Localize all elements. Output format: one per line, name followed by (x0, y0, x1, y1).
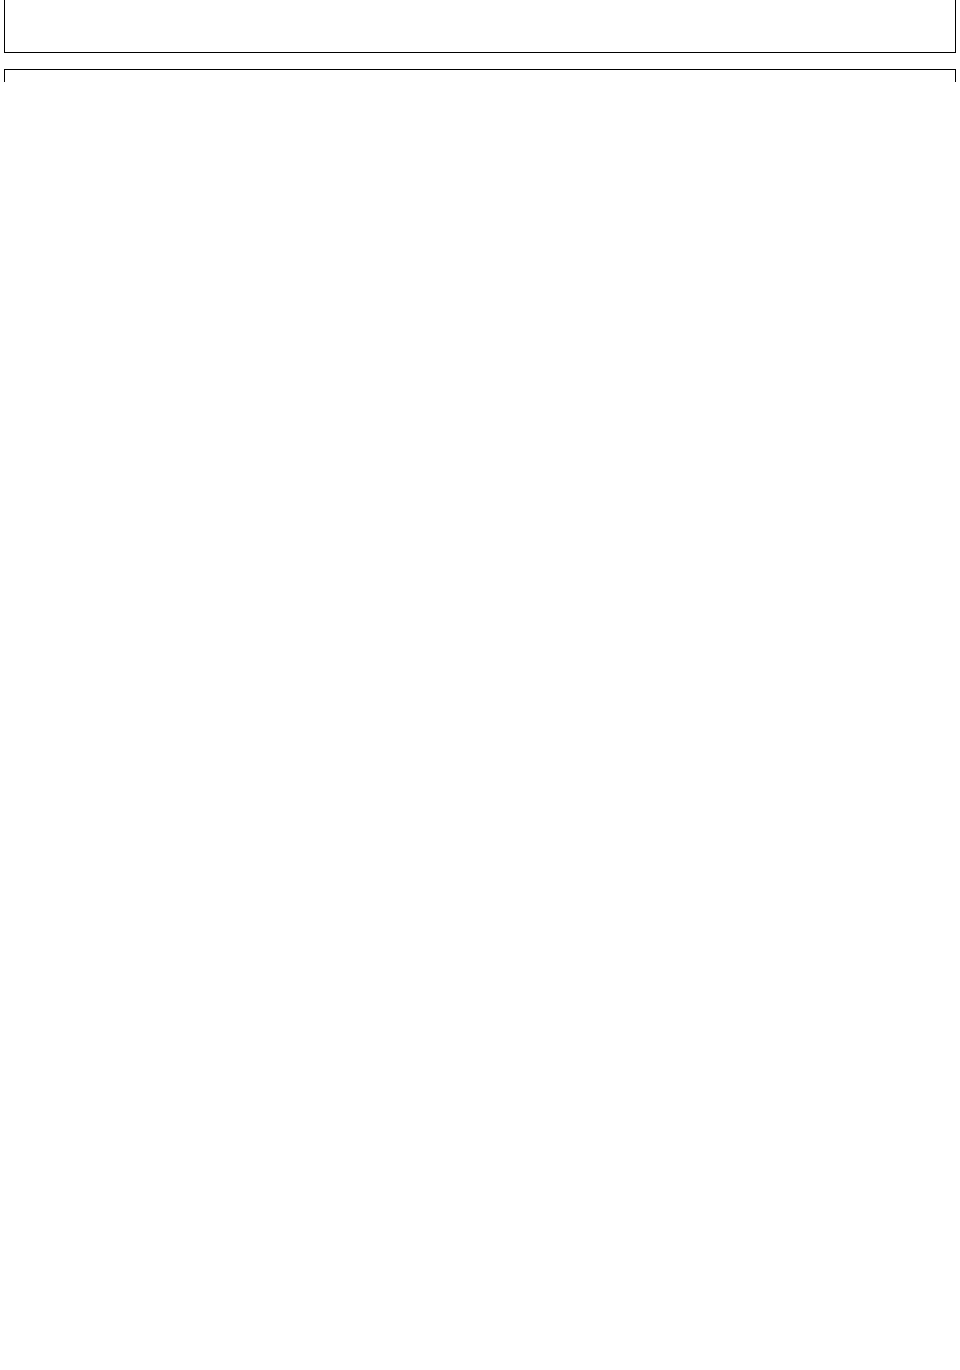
section-17-title (4, 69, 956, 82)
document-page (4, 0, 956, 82)
blank-spacer (4, 8, 956, 53)
